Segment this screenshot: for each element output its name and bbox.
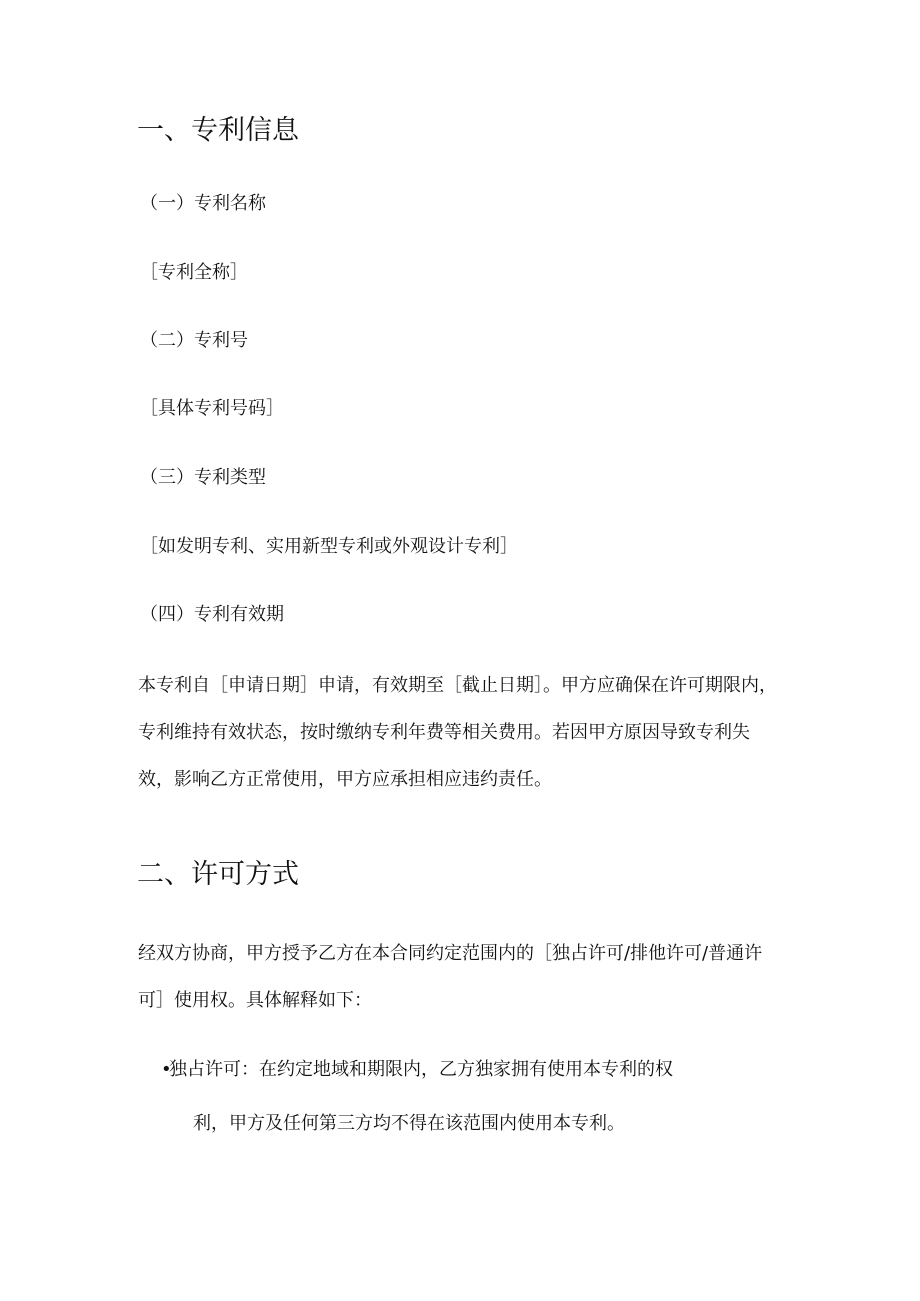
section-heading-license-method: 二、许可方式 <box>137 859 299 890</box>
sub-heading-patent-name: （一）专利名称 <box>140 193 266 214</box>
bullet-text-line-1: 独占许可：在约定地域和期限内，乙方独家拥有使用本专利的权 <box>169 1059 673 1080</box>
bullet-dot-icon: • <box>161 1059 172 1080</box>
sub-heading-patent-number: （二）专利号 <box>140 330 248 351</box>
sub-heading-patent-validity: （四）专利有效期 <box>140 604 284 625</box>
sub-heading-patent-type: （三）专利类型 <box>140 467 266 488</box>
patent-number-value: ［具体专利号码］ <box>140 398 284 419</box>
validity-paragraph: 本专利自［申请日期］申请，有效期至［截止日期］。甲方应确保在许可期限内，专利维持有效状态，按时缴纳专利年费等相关费用。若因甲方原因导致专利失效，影响乙方正常使用，甲方应承担相应违约责任。 <box>138 675 777 790</box>
patent-type-value: ［如发明专利、实用新型专利或外观设计专利］ <box>140 536 518 557</box>
list-item-exclusive-license <box>161 1058 673 1082</box>
patent-name-value: ［专利全称］ <box>140 262 248 283</box>
bullet-text-line-2: 利，甲方及任何第三方均不得在该范围内使用本专利。 <box>193 1113 625 1134</box>
section-heading-patent-info: 一、专利信息 <box>137 115 299 146</box>
license-intro-paragraph: 经双方协商，甲方授予乙方在本合同约定范围内的［独占许可/排他许可/普通许可］使用权。具体解释如下： <box>138 943 763 1011</box>
